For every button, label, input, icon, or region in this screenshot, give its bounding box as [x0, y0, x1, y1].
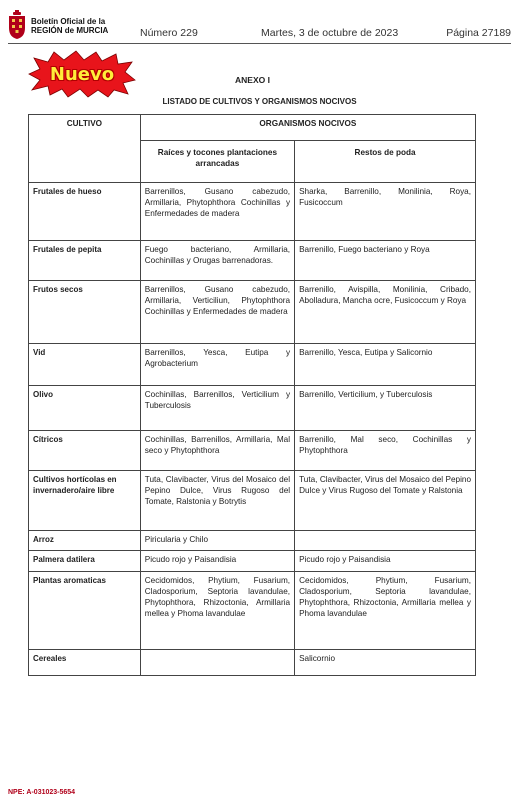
- pruning-cell: [295, 531, 476, 551]
- roots-cell: Cochinillas, Barrenillos, Verticilium y Tuberculosis: [140, 386, 294, 431]
- crop-cell: Frutales de hueso: [29, 183, 141, 241]
- table-row: [29, 551, 476, 572]
- roots-cell: Tuta, Clavibacter, Virus del Mosaico del Pepino Dulce, Virus Rugoso del Tomate, Ralstonia y Botrytis: [140, 471, 294, 531]
- annex-subtitle: LISTADO DE CULTIVOS Y ORGANISMOS NOCIVOS: [162, 97, 357, 106]
- region-murcia-crest-icon: [8, 10, 26, 40]
- crop-cell: Palmera datilera: [29, 551, 141, 572]
- nuevo-badge: [28, 50, 136, 98]
- crop-cell: Frutos secos: [29, 281, 141, 344]
- issue-date: Martes, 3 de octubre de 2023: [261, 27, 399, 39]
- header-divider: [8, 43, 511, 44]
- pruning-cell: Picudo rojo y Paisandisia: [295, 551, 476, 572]
- crop-cell: Frutales de pepita: [29, 241, 141, 281]
- crop-cell: Cítricos: [29, 431, 141, 471]
- pruning-cell: Barrenillo, Fuego bacteriano y Roya: [295, 241, 476, 281]
- table-row: [29, 650, 476, 676]
- pruning-cell: Barrenillo, Yesca, Eutipa y Salicornio: [295, 344, 476, 386]
- publication-name-line1: Boletín Oficial de la: [31, 17, 106, 26]
- publication-name-line2: REGIÓN de MURCIA: [31, 26, 109, 35]
- pruning-cell: Salicornio: [295, 650, 476, 676]
- crop-cell: Cultivos hortícolas en invernadero/aire libre: [29, 471, 141, 531]
- pruning-cell: Barrenillo, Mal seco, Cochinillas y Phytophthora: [295, 431, 476, 471]
- crops-pests-table: [28, 114, 476, 676]
- roots-cell: Cecidomidos, Phytium, Fusarium, Cladosporium, Septoria lavandulae, Phytophthora, Rhizoctonia, Armillaria mellea y Phoma lavandulae: [140, 572, 294, 650]
- column-header-pests: ORGANISMOS NOCIVOS: [140, 115, 475, 141]
- roots-cell: Cochinillas, Barrenillos, Armillaria, Mal seco y Phytophthora: [140, 431, 294, 471]
- crop-cell: Vid: [29, 344, 141, 386]
- roots-cell: Fuego bacteriano, Armillaria, Cochinillas y Orugas barrenadoras.: [140, 241, 294, 281]
- publication-name: [31, 17, 108, 35]
- annex-title-text: ANEXO I: [235, 75, 270, 85]
- crop-cell: Cereales: [29, 650, 141, 676]
- table-row: [29, 431, 476, 471]
- pruning-cell: Barrenillo, Avispilla, Monilinia, Cribado, Abolladura, Mancha ocre, Fusicoccum y Roya: [295, 281, 476, 344]
- table-row: [29, 344, 476, 386]
- annex-title: [0, 75, 519, 85]
- table-row: [29, 281, 476, 344]
- table-row: [29, 241, 476, 281]
- npe-code: NPE: A-031023-5654: [8, 789, 76, 796]
- column-header-crop: CULTIVO: [29, 115, 141, 183]
- issue-number: Número 229: [140, 27, 198, 39]
- roots-cell: Barrenillos, Gusano cabezudo, Armillaria, Verticiliun, Phytophthora Cochinillas y Enfermedades de madera: [140, 281, 294, 344]
- table-row: [29, 386, 476, 431]
- roots-cell: [140, 650, 294, 676]
- pruning-cell: Sharka, Barrenillo, Monilinia, Roya, Fusicoccum: [295, 183, 476, 241]
- table-row: [29, 183, 476, 241]
- roots-cell: Piricularia y Chilo: [140, 531, 294, 551]
- crop-cell: Plantas aromaticas: [29, 572, 141, 650]
- pruning-cell: Cecidomidos, Phytium, Fusarium, Cladosporium, Septoria lavandulae, Phytophthora, Rhizoctonia, Armillaria mellea y Phoma lavandulae: [295, 572, 476, 650]
- subheader-roots: Raíces y tocones plantaciones arrancadas: [140, 141, 294, 183]
- crop-cell: Arroz: [29, 531, 141, 551]
- bulletin-header: [8, 10, 511, 44]
- subheader-pruning: Restos de poda: [295, 141, 476, 183]
- page-number: Página 27189: [446, 27, 511, 39]
- crop-cell: Olivo: [29, 386, 141, 431]
- table-row: [29, 471, 476, 531]
- roots-cell: Picudo rojo y Paisandisia: [140, 551, 294, 572]
- pruning-cell: Barrenillo, Verticilium, y Tuberculosis: [295, 386, 476, 431]
- table-row: [29, 531, 476, 551]
- pruning-cell: Tuta, Clavibacter, Virus del Mosaico del Pepino Dulce y Virus Rugoso del Tomate y Ralstonia: [295, 471, 476, 531]
- roots-cell: Barrenillos, Yesca, Eutipa y Agrobacterium: [140, 344, 294, 386]
- roots-cell: Barrenillos, Gusano cabezudo, Armillaria, Phytophthora Cochinillas y Enfermedades de madera: [140, 183, 294, 241]
- nuevo-badge-label: Nuevo: [49, 63, 115, 85]
- table-row: [29, 572, 476, 650]
